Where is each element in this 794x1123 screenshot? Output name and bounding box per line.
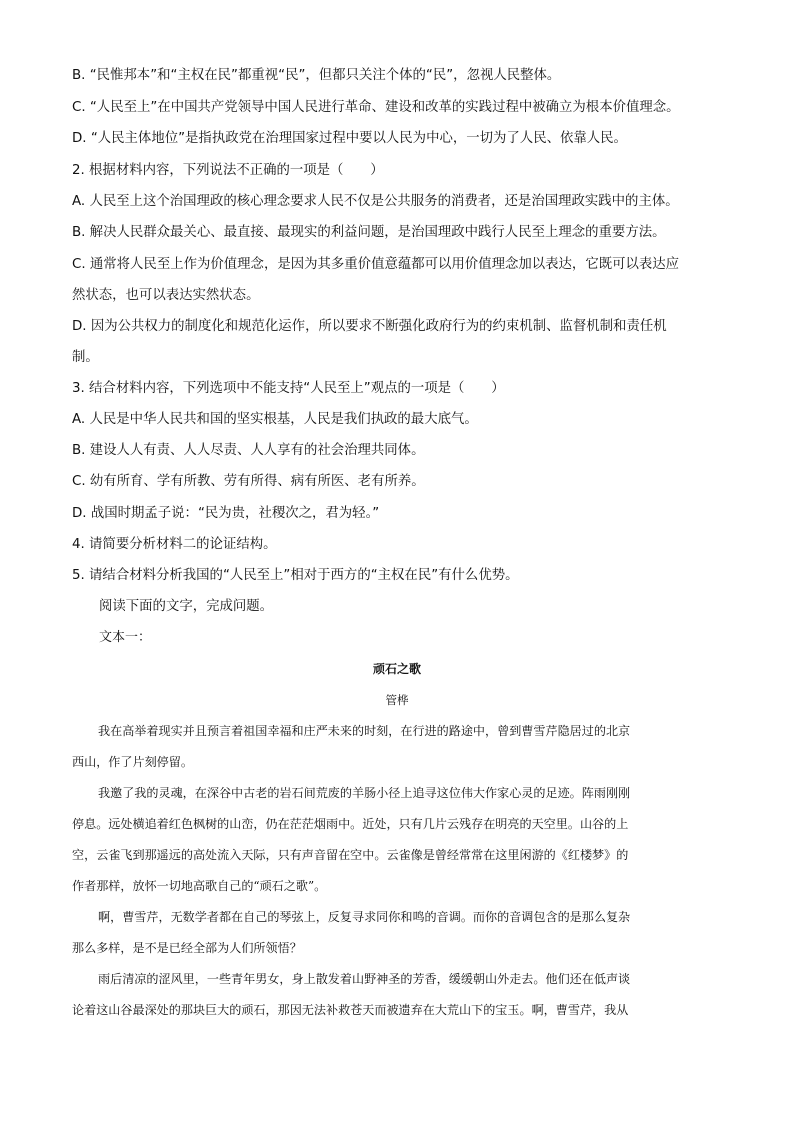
q1-option-b: B. “民惟邦本”和“主权在民”都重视“民”，但都只关注个体的“民”，忽视人民整体。 bbox=[72, 68, 561, 83]
q3-stem: 3. 结合材料内容，下列选项中不能支持“人民至上”观点的一项是（ ） bbox=[72, 381, 505, 396]
q3-option-b: B. 建设人人有责、人人尽责、人人享有的社会治理共同体。 bbox=[72, 443, 425, 458]
q4-stem: 4. 请简要分析材料二的论证结构。 bbox=[72, 537, 277, 552]
q2-option-c-line2: 然状态，也可以表达实然状态。 bbox=[72, 288, 260, 303]
essay-line: 啊，曹雪芹，无数学者都在自己的琴弦上，反复寻求同你和鸣的音调。而你的音调包含的是那么复杂 bbox=[98, 910, 631, 924]
reading-instruction: 阅读下面的文字，完成问题。 bbox=[99, 599, 274, 614]
essay-author: 管桦 bbox=[385, 693, 409, 707]
essay-line: 我在高举着现实并且预言着祖国幸福和庄严未来的时刻，在行进的路途中，曾到曹雪芹隐居过的北京 bbox=[98, 724, 631, 738]
essay-line: 那么多样，是不是已经全部为人们所领悟？ bbox=[72, 941, 302, 955]
q3-option-a: A. 人民是中华人民共和国的坚实根基，人民是我们执政的最大底气。 bbox=[72, 412, 478, 427]
q1-option-d: D. “人民主体地位”是指执政党在治理国家过程中要以人民为中心，一切为了人民、依靠人民。 bbox=[72, 131, 627, 146]
essay-line: 空，云雀飞到那遥远的高处流入天际，只有声音留在空中。云雀像是曾经常常在这里闲游的《红楼梦》的 bbox=[72, 848, 629, 862]
essay-line: 论着这山谷最深处的那块巨大的顽石，那因无法补救苍天而被遗弃在大荒山下的宝玉。啊，曹雪芹，我从 bbox=[72, 1003, 629, 1017]
essay-line: 我邀了我的灵魂，在深谷中古老的岩石间荒废的羊肠小径上追寻这位伟大作家心灵的足迹。阵雨刚刚 bbox=[98, 786, 631, 800]
q2-option-b: B. 解决人民群众最关心、最直接、最现实的利益问题，是治国理政中践行人民至上理念的重要方法。 bbox=[72, 225, 666, 240]
essay-line: 作者那样，放怀一切地高歌自己的“顽石之歌”。 bbox=[72, 879, 327, 893]
q2-option-d-line2: 制。 bbox=[72, 350, 99, 365]
q2-stem: 2. 根据材料内容，下列说法不正确的一项是（ ） bbox=[72, 163, 384, 178]
q3-option-d: D. 战国时期孟子说：“民为贵，社稷次之，君为轻。” bbox=[72, 506, 380, 521]
q2-option-c-line1: C. 通常将人民至上作为价值理念，是因为其多重价值意蕴都可以用价值理念加以表达，它既可以表达应 bbox=[72, 257, 680, 272]
q3-option-c: C. 幼有所育、学有所教、劳有所得、病有所医、老有所养。 bbox=[72, 474, 425, 489]
essay-line: 雨后清凉的涩风里，一些青年男女，身上散发着山野神圣的芳香，缓缓朝山外走去。他们还在低声谈 bbox=[98, 972, 631, 986]
q2-option-a: A. 人民至上这个治国理政的核心理念要求人民不仅是公共服务的消费者，还是治国理政实践中的主体。 bbox=[72, 194, 679, 209]
essay-line: 西山，作了片刻停留。 bbox=[72, 755, 193, 769]
q2-option-d-line1: D. 因为公共权力的制度化和规范化运作，所以要求不断强化政府行为的约束机制、监督机制和责任机 bbox=[72, 319, 667, 334]
q1-option-c: C. “人民至上”在中国共产党领导中国人民进行革命、建设和改革的实践过程中被确立为根本价值理念。 bbox=[72, 100, 680, 115]
text-label: 文本一： bbox=[99, 630, 152, 645]
q5-stem: 5. 请结合材料分析我国的“人民至上”相对于西方的“主权在民”有什么优势。 bbox=[72, 568, 519, 583]
essay-line: 停息。远处横追着红色枫树的山峦，仍在茫茫烟雨中。近处，只有几片云残存在明亮的天空里。山谷的上 bbox=[72, 817, 629, 831]
essay-title: 顽石之歌 bbox=[372, 662, 421, 676]
